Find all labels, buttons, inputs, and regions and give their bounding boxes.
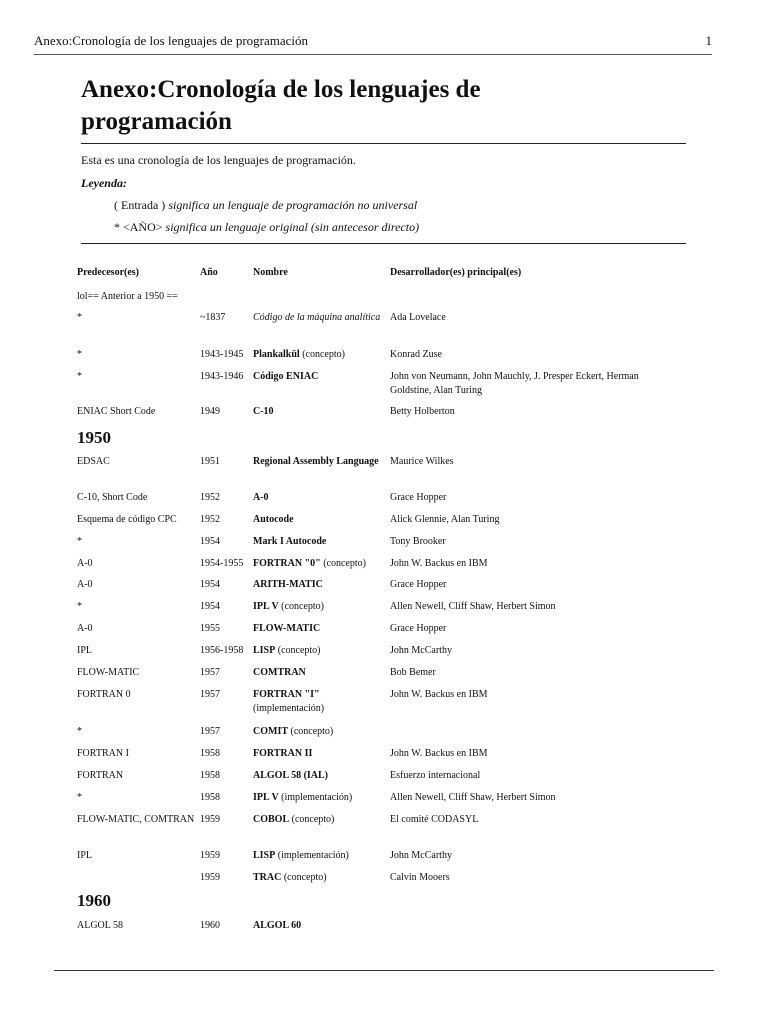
predecessor-cell: FORTRAN I bbox=[77, 748, 129, 759]
predecessor-cell: * bbox=[77, 792, 82, 803]
predecessor-cell: FLOW-MATIC bbox=[77, 667, 140, 678]
language-name-cell bbox=[253, 370, 385, 384]
language-name: Plankalkül bbox=[253, 349, 300, 360]
developer-cell: Ada Lovelace bbox=[390, 312, 446, 323]
year-cell: 1958 bbox=[200, 748, 220, 759]
developer-cell: Betty Holberton bbox=[390, 406, 455, 417]
year-cell: 1943-1946 bbox=[200, 371, 244, 382]
language-name-cell bbox=[253, 747, 385, 761]
developer-cell: Bob Bemer bbox=[390, 667, 436, 678]
page-title: Anexo:Cronología de los lenguajes de programación bbox=[81, 76, 481, 135]
language-name-cell bbox=[253, 535, 385, 549]
year-cell: 1954 bbox=[200, 579, 220, 590]
predecessor-cell: * bbox=[77, 371, 82, 382]
language-name: COBOL bbox=[253, 814, 290, 825]
language-name: A-0 bbox=[253, 492, 269, 503]
year-cell: 1958 bbox=[200, 792, 220, 803]
section-heading-1950: 1950 bbox=[77, 428, 111, 447]
developer-cell: Grace Hopper bbox=[390, 623, 447, 634]
year-cell: 1952 bbox=[200, 492, 220, 503]
language-name-cell bbox=[253, 311, 385, 325]
legend-divider bbox=[81, 243, 686, 244]
title-divider bbox=[81, 143, 686, 144]
legend-item-non-universal: ( Entrada ) significa un lenguaje de programación no universal bbox=[114, 198, 418, 212]
language-name: FORTRAN II bbox=[253, 748, 313, 759]
developer-cell: Calvin Mooers bbox=[390, 872, 450, 883]
language-name-cell bbox=[253, 849, 385, 863]
language-note: (concepto) bbox=[281, 872, 327, 883]
language-name: COMIT bbox=[253, 726, 288, 737]
column-header-developer: Desarrollador(es) principal(es) bbox=[390, 267, 522, 278]
predecessor-cell: IPL bbox=[77, 645, 92, 656]
language-name: ALGOL 60 bbox=[253, 920, 302, 931]
developer-cell: Allen Newell, Cliff Shaw, Herbert Simon bbox=[390, 792, 556, 803]
developer-cell: Esfuerzo internacional bbox=[390, 770, 481, 781]
language-note: (concepto) bbox=[278, 601, 324, 612]
language-note: (concepto) bbox=[320, 558, 366, 569]
legend-heading: Leyenda: bbox=[81, 176, 127, 190]
developer-cell: Allen Newell, Cliff Shaw, Herbert Simon bbox=[390, 601, 556, 612]
language-name-cell bbox=[253, 791, 385, 805]
year-cell: 1955 bbox=[200, 623, 220, 634]
language-name-cell bbox=[253, 644, 385, 658]
year-cell: 1954 bbox=[200, 601, 220, 612]
column-header-name: Nombre bbox=[253, 267, 288, 278]
predecessor-cell: ALGOL 58 bbox=[77, 920, 124, 931]
year-cell: 1943-1945 bbox=[200, 349, 244, 360]
developer-cell: John McCarthy bbox=[390, 645, 452, 656]
developer-cell: John W. Backus en IBM bbox=[390, 558, 488, 569]
developer-cell: John W. Backus en IBM bbox=[390, 689, 488, 700]
language-note: (implementación) bbox=[253, 703, 325, 714]
page-number: 1 bbox=[705, 33, 712, 48]
section-heading-1960: 1960 bbox=[77, 891, 111, 910]
predecessor-cell: IPL bbox=[77, 850, 92, 861]
developer-cell: John von Neumann, John Mauchly, J. Presper Eckert, Herman Goldstine, Alan Turing bbox=[390, 371, 639, 396]
predecessor-cell: A-0 bbox=[77, 579, 93, 590]
predecessor-cell: FLOW-MATIC, COMTRAN bbox=[77, 814, 195, 825]
language-name: IPL V bbox=[253, 792, 279, 803]
year-cell: ~1837 bbox=[200, 312, 226, 323]
language-name-cell bbox=[253, 622, 385, 636]
language-name-cell bbox=[253, 769, 385, 783]
predecessor-cell: EDSAC bbox=[77, 456, 110, 467]
language-name-cell bbox=[253, 513, 385, 527]
column-header-predecessor: Predecesor(es) bbox=[77, 267, 140, 278]
year-cell: 1957 bbox=[200, 689, 220, 700]
year-cell: 1954 bbox=[200, 536, 220, 547]
running-header-title: Anexo:Cronología de los lenguajes de programación bbox=[34, 33, 309, 48]
language-name: ALGOL 58 (IAL) bbox=[253, 770, 329, 781]
footer-divider bbox=[54, 970, 714, 971]
year-cell: 1959 bbox=[200, 872, 220, 883]
language-name: FORTRAN "I" bbox=[253, 689, 320, 700]
year-cell: 1956-1958 bbox=[200, 645, 244, 656]
predecessor-cell: A-0 bbox=[77, 558, 93, 569]
language-note: (concepto) bbox=[275, 645, 321, 656]
language-name: C-10 bbox=[253, 406, 274, 417]
year-cell: 1958 bbox=[200, 770, 220, 781]
language-name: LISP bbox=[253, 645, 276, 656]
predecessor-cell: A-0 bbox=[77, 623, 93, 634]
language-note: (concepto) bbox=[289, 814, 335, 825]
developer-cell: Konrad Zuse bbox=[390, 349, 442, 360]
language-name: FLOW-MATIC bbox=[253, 623, 321, 634]
language-note: (implementación) bbox=[275, 850, 349, 861]
predecessor-cell: * bbox=[77, 349, 82, 360]
developer-cell: John W. Backus en IBM bbox=[390, 748, 488, 759]
predecessor-cell: * bbox=[77, 536, 82, 547]
language-name: ARITH-MATIC bbox=[253, 579, 323, 590]
developer-cell: Grace Hopper bbox=[390, 579, 447, 590]
language-name-cell bbox=[253, 348, 385, 362]
language-name-cell bbox=[253, 491, 385, 505]
predecessor-cell: FORTRAN 0 bbox=[77, 689, 131, 700]
language-name-cell bbox=[253, 405, 385, 419]
predecessor-cell: ENIAC Short Code bbox=[77, 406, 156, 417]
language-name: Código ENIAC bbox=[253, 371, 319, 382]
predecessor-cell: FORTRAN bbox=[77, 770, 124, 781]
language-name: TRAC bbox=[253, 872, 282, 883]
year-cell: 1951 bbox=[200, 456, 220, 467]
language-name-cell bbox=[253, 455, 385, 469]
year-cell: 1957 bbox=[200, 667, 220, 678]
language-name-cell bbox=[253, 919, 385, 933]
language-name-cell bbox=[253, 600, 385, 614]
year-cell: 1960 bbox=[200, 920, 220, 931]
legend-item-original: * <AÑO> significa un lenguaje original (sin antecesor directo) bbox=[114, 220, 420, 234]
predecessor-cell: * bbox=[77, 726, 82, 737]
developer-cell: Alick Glennie, Alan Turing bbox=[390, 514, 500, 525]
developer-cell: El comité CODASYL bbox=[390, 814, 479, 825]
language-name-cell bbox=[253, 557, 385, 571]
year-cell: 1959 bbox=[200, 850, 220, 861]
header-divider bbox=[34, 54, 712, 55]
language-name-cell bbox=[253, 725, 385, 739]
intro-text: Esta es una cronología de los lenguajes de programación. bbox=[81, 153, 356, 167]
language-name: Código de la máquina analítica bbox=[253, 312, 381, 323]
language-note: (concepto) bbox=[299, 349, 345, 360]
year-cell: 1952 bbox=[200, 514, 220, 525]
developer-cell: Maurice Wilkes bbox=[390, 456, 454, 467]
language-name-cell bbox=[253, 871, 385, 885]
predecessor-cell: * bbox=[77, 601, 82, 612]
year-cell: 1959 bbox=[200, 814, 220, 825]
predecessor-cell: * bbox=[77, 312, 82, 323]
language-name: FORTRAN "0" bbox=[253, 558, 321, 569]
language-name: Regional Assembly Language bbox=[253, 456, 379, 467]
language-name: COMTRAN bbox=[253, 667, 306, 678]
language-name: IPL V bbox=[253, 601, 279, 612]
language-note: (concepto) bbox=[288, 726, 334, 737]
year-cell: 1949 bbox=[200, 406, 220, 417]
developer-cell: Tony Brooker bbox=[390, 536, 446, 547]
column-header-year: Año bbox=[200, 267, 218, 278]
language-name: LISP bbox=[253, 850, 276, 861]
year-cell: 1957 bbox=[200, 726, 220, 737]
language-name: Autocode bbox=[253, 514, 294, 525]
developer-cell: John McCarthy bbox=[390, 850, 452, 861]
language-name-cell bbox=[253, 688, 385, 716]
predecessor-cell: Esquema de código CPC bbox=[77, 514, 177, 525]
year-cell: 1954-1955 bbox=[200, 558, 244, 569]
developer-cell: Grace Hopper bbox=[390, 492, 447, 503]
predecessor-cell: C-10, Short Code bbox=[77, 492, 148, 503]
language-name-cell bbox=[253, 578, 385, 592]
language-name: Mark I Autocode bbox=[253, 536, 327, 547]
language-note: (implementación) bbox=[278, 792, 353, 803]
language-name-cell bbox=[253, 666, 385, 680]
language-name-cell bbox=[253, 813, 385, 827]
